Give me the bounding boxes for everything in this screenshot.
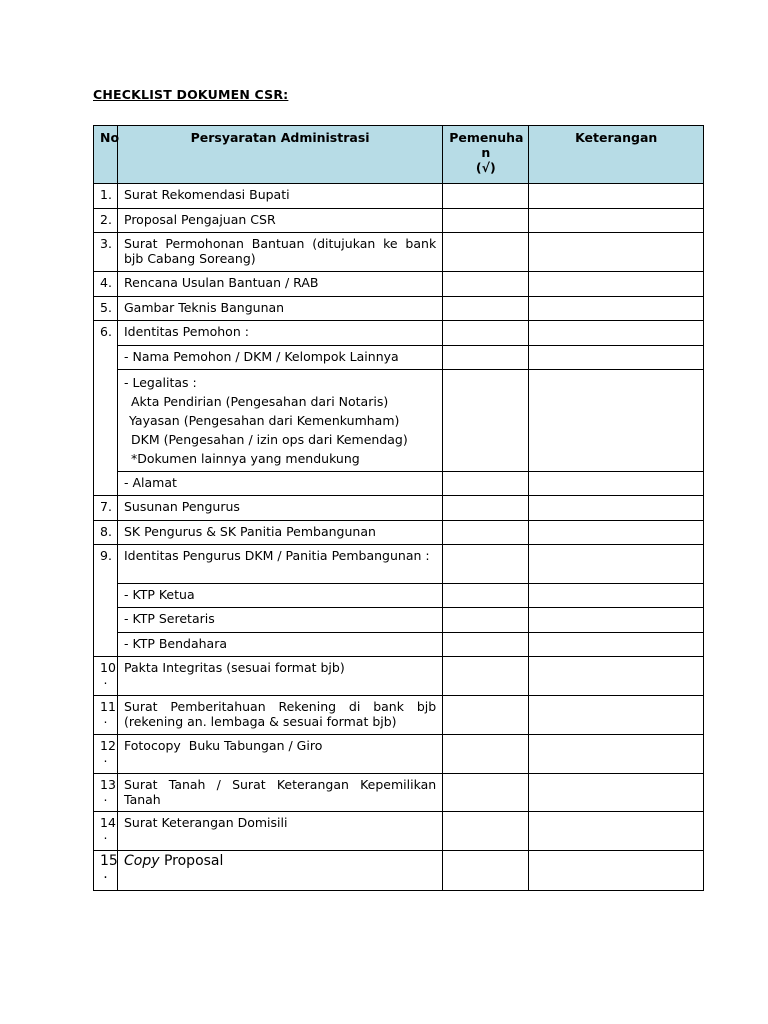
note-cell[interactable] <box>529 370 704 472</box>
table-row <box>94 584 704 608</box>
table-row <box>94 297 704 321</box>
fulfillment-cell[interactable] <box>443 209 529 233</box>
header-requirement: Persyaratan Administrasi <box>118 126 443 184</box>
table-row <box>94 233 704 272</box>
requirement-text: - KTP Seretaris <box>118 608 443 633</box>
legalitas-other: *Dokumen lainnya yang mendukung <box>131 451 360 466</box>
fulfillment-cell[interactable] <box>443 272 529 297</box>
table-row <box>94 370 704 472</box>
row-number-dot: . <box>103 711 108 726</box>
fulfillment-cell[interactable] <box>443 233 529 272</box>
requirement-text: - KTP Ketua <box>118 584 443 608</box>
requirement-text: Surat Pemberitahuan Rekening di bank bjb (rekening an. lembaga & sesuai format bjb) <box>118 696 443 735</box>
row-number <box>94 696 118 735</box>
table-row <box>94 657 704 696</box>
note-cell[interactable] <box>529 584 704 608</box>
requirement-text: Surat Rekomendasi Bupati <box>118 184 443 209</box>
header-note: Keterangan <box>529 126 704 184</box>
document-title: CHECKLIST DOKUMEN CSR: <box>93 87 289 102</box>
row-number: 6. <box>94 321 118 496</box>
row-number: 3. <box>94 233 118 272</box>
note-cell[interactable] <box>529 633 704 657</box>
table-row <box>94 521 704 545</box>
legalitas-yayasan: Yayasan (Pengesahan dari Kemenkumham) <box>129 413 400 428</box>
fulfillment-cell[interactable] <box>443 184 529 209</box>
requirement-text: Surat Keterangan Domisili <box>118 812 443 851</box>
fulfillment-cell[interactable] <box>443 496 529 521</box>
row-number <box>94 735 118 774</box>
note-cell[interactable] <box>529 735 704 774</box>
fulfillment-cell[interactable] <box>443 812 529 851</box>
row-number-digits: 13 <box>100 777 116 792</box>
fulfillment-cell[interactable] <box>443 370 529 472</box>
note-cell[interactable] <box>529 321 704 346</box>
note-cell[interactable] <box>529 851 704 891</box>
requirement-text: Identitas Pemohon : <box>118 321 443 346</box>
fulfillment-cell[interactable] <box>443 545 529 584</box>
requirement-text: - Alamat <box>118 472 443 496</box>
table-row <box>94 545 704 584</box>
table-row <box>94 184 704 209</box>
table-header-row <box>94 126 704 184</box>
row-number: 7. <box>94 496 118 521</box>
legalitas-dkm: DKM (Pengesahan / izin ops dari Kemendag) <box>131 432 408 447</box>
table-row <box>94 812 704 851</box>
table-row <box>94 851 704 891</box>
table-row <box>94 696 704 735</box>
fulfillment-cell[interactable] <box>443 633 529 657</box>
fulfillment-cell[interactable] <box>443 735 529 774</box>
table-row <box>94 735 704 774</box>
note-cell[interactable] <box>529 774 704 812</box>
table-row <box>94 346 704 370</box>
note-cell[interactable] <box>529 209 704 233</box>
fulfillment-cell[interactable] <box>443 851 529 891</box>
note-cell[interactable] <box>529 657 704 696</box>
requirement-text: Identitas Pengurus DKM / Panitia Pembangunan : <box>118 545 443 584</box>
requirement-text: Rencana Usulan Bantuan / RAB <box>118 272 443 297</box>
fulfillment-cell[interactable] <box>443 774 529 812</box>
requirement-text: Surat Tanah / Surat Keterangan Kepemilikan Tanah <box>118 774 443 812</box>
requirement-text <box>118 851 443 891</box>
table-row <box>94 472 704 496</box>
fulfillment-cell[interactable] <box>443 696 529 735</box>
fulfillment-cell[interactable] <box>443 472 529 496</box>
requirement-text: Proposal Pengajuan CSR <box>118 209 443 233</box>
row-number-digits: 12 <box>100 738 116 753</box>
header-fulfillment <box>443 126 529 184</box>
note-cell[interactable] <box>529 272 704 297</box>
fulfillment-cell[interactable] <box>443 608 529 633</box>
row-number-digits: 10 <box>100 660 116 675</box>
note-cell[interactable] <box>529 496 704 521</box>
fulfillment-cell[interactable] <box>443 657 529 696</box>
table-row <box>94 608 704 633</box>
row-number-dot: . <box>103 750 108 765</box>
header-no: No <box>94 126 118 184</box>
requirement-text: Fotocopy Buku Tabungan / Giro <box>118 735 443 774</box>
row-number-digits: 14 <box>100 815 116 830</box>
legalitas-akta: Akta Pendirian (Pengesahan dari Notaris) <box>131 394 389 409</box>
requirement-text: - KTP Bendahara <box>118 633 443 657</box>
note-cell[interactable] <box>529 346 704 370</box>
row-number-dot: . <box>103 827 108 842</box>
note-cell[interactable] <box>529 545 704 584</box>
table-row <box>94 272 704 297</box>
requirement-text: SK Pengurus & SK Panitia Pembangunan <box>118 521 443 545</box>
table-row <box>94 321 704 346</box>
row-number <box>94 812 118 851</box>
note-cell[interactable] <box>529 521 704 545</box>
table-row <box>94 209 704 233</box>
header-fulfillment-mark: (√) <box>475 160 496 175</box>
note-cell[interactable] <box>529 696 704 735</box>
requirement-text: - Nama Pemohon / DKM / Kelompok Lainnya <box>118 346 443 370</box>
row-number: 4. <box>94 272 118 297</box>
row-number <box>94 774 118 812</box>
note-cell[interactable] <box>529 608 704 633</box>
proposal-word: Proposal <box>159 853 224 869</box>
note-cell[interactable] <box>529 233 704 272</box>
fulfillment-cell[interactable] <box>443 297 529 321</box>
row-number-dot: . <box>103 789 108 804</box>
legalitas-cell <box>118 370 443 472</box>
requirement-text: Susunan Pengurus <box>118 496 443 521</box>
fulfillment-cell[interactable] <box>443 521 529 545</box>
note-cell[interactable] <box>529 184 704 209</box>
row-number: 8. <box>94 521 118 545</box>
row-number: 2. <box>94 209 118 233</box>
table-row <box>94 633 704 657</box>
requirement-text: Pakta Integritas (sesuai format bjb) <box>118 657 443 696</box>
note-cell[interactable] <box>529 472 704 496</box>
header-fulfillment-line2: n <box>481 145 491 160</box>
note-cell[interactable] <box>529 812 704 851</box>
row-number: 1. <box>94 184 118 209</box>
row-number <box>94 851 118 891</box>
requirement-text: Surat Permohonan Bantuan (ditujukan ke bank bjb Cabang Soreang) <box>118 233 443 272</box>
checklist-table <box>93 125 704 891</box>
row-number-dot: . <box>103 672 108 687</box>
copy-word: Copy <box>124 853 160 869</box>
legalitas-label: - Legalitas : <box>124 375 197 390</box>
requirement-text: Gambar Teknis Bangunan <box>118 297 443 321</box>
row-number-digits: 15 <box>100 853 118 869</box>
fulfillment-cell[interactable] <box>443 346 529 370</box>
note-cell[interactable] <box>529 297 704 321</box>
row-number-dot: . <box>103 866 108 882</box>
header-fulfillment-line1: Pemenuha <box>449 130 524 145</box>
row-number-digits: 11 <box>100 699 116 714</box>
row-number <box>94 657 118 696</box>
row-number: 9. <box>94 545 118 657</box>
fulfillment-cell[interactable] <box>443 321 529 346</box>
table-row <box>94 496 704 521</box>
fulfillment-cell[interactable] <box>443 584 529 608</box>
table-row <box>94 774 704 812</box>
row-number: 5. <box>94 297 118 321</box>
